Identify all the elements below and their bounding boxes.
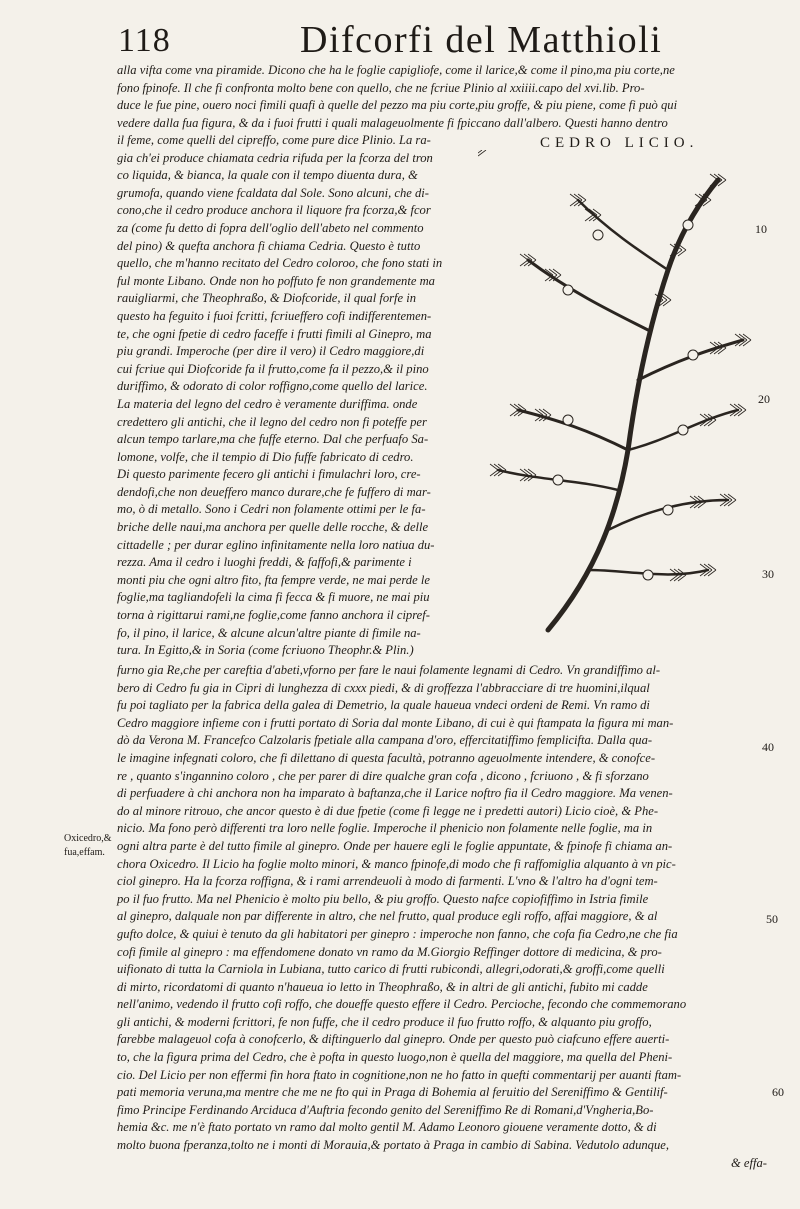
text-line: ciol ginepro. Ha la fcorza roffigna, & i rami arrendeuoli à modo di farmenti. L'vno & l'altro ha d'ogni tem- xyxy=(117,874,658,889)
narrow-column-text xyxy=(117,132,477,660)
text-line: rauigliarmi, che Theophraßo, & Diofcoride, il qual forfe in xyxy=(117,291,417,306)
head-text xyxy=(117,62,767,132)
running-title: Difcorfi del Matthioli xyxy=(300,19,663,61)
text-line: fimo Principe Ferdinando Arciduca d'Auftria fecondo genito del Sereniffimo Re di Romani,d'Vngheria,Bo- xyxy=(117,1102,654,1117)
text-line: duriffimo, & odorato di color roffigno,come quello del larice. xyxy=(117,379,428,394)
text-line: Cedro maggiore infieme con i frutti portato di Soria dal monte Libano, di cui è qui ftampata la figura mi man- xyxy=(117,715,674,730)
text-line: za (come fu detto di fopra dell'oglio dell'abeto nel commento xyxy=(117,220,424,235)
text-line: questo ha feguito i fuoi fcritti, fcriueffero cofi indifferentemen- xyxy=(117,308,432,323)
text-line: & effa- xyxy=(730,1155,767,1170)
text-line: fono fpinofe. Il che fi confronta molto bene con quello, che ne fcriue Plinio al xxiiii.capo del xvi.lib. Pro- xyxy=(117,80,645,95)
text-line: gia ch'ei produce chiamata cedria rifuda per la fcorza del tron xyxy=(117,150,433,165)
text-line: cio. Del Licio per non effermi fin hora ftato in cognitione,non ne ho fatto in quefti commentarij per auanti ftam- xyxy=(117,1067,682,1082)
figure-caption: CEDRO LICIO. xyxy=(540,135,699,151)
text-line: dendofi,che non deueffero manco durare,che fe fuffero di mar- xyxy=(117,484,431,499)
text-line: grumofa, quando viene fcaldata dal Sole. Sono alcuni, che di- xyxy=(117,185,429,200)
text-line: pati memoria veruna,ma mentre che me ne fto qui in Praga di Bohemia al feruitio del Sereniffimo & Gentilif- xyxy=(117,1085,668,1100)
text-line: La materia del legno del cedro è veramente duriffima. onde xyxy=(117,396,418,411)
text-line: dò da Verona M. Francefco Calzolaris fpetiale alla campana d'oro, effercitatiffimo femplicifta. Dalla qua- xyxy=(117,733,653,748)
text-line: di mirto, ricordatomi di quanto n'haueua io letto in Theophraßo, & in altri de gli antichi, fubito mi cadde xyxy=(117,979,648,994)
text-line: le imagine infegnati coloro, che fi dilettano di questa facultà, potranno ageuolmente intendere, & conofce- xyxy=(117,750,656,765)
text-line: torna à rigittarui rami,ne foglie,come fanno anchora il cipref- xyxy=(117,608,430,623)
text-line: quello, che m'hanno recitato del Cedro coloroo, che fono stati in xyxy=(117,256,443,271)
text-line: al ginepro, dalquale non par differente in altro, che nel frutto, qual produce egli roffo, affai maggiore, & al xyxy=(117,909,658,924)
text-line: foglie,ma tagliandofeli la cima fi fecca & fi muore, ne mai piu xyxy=(117,590,430,605)
margin-line-number: 50 xyxy=(766,912,778,926)
text-line: gli antichi, & moderni fcrittori, fe non fuffe, che il cedro produce il fuo frutto roffo, & alquanto piu groffo, xyxy=(117,1014,652,1029)
text-line: ogni altra parte è del tutto fimile al ginepro. Onde per hauere egli le foglie appuntate, & fpinofe fi chiama an- xyxy=(117,838,673,853)
text-line: piu grandi. Imperoche (per dire il vero) il Cedro maggiore,di xyxy=(117,344,425,359)
text-line: ful monte Libano. Onde non ho poffuto fe non grandemente ma xyxy=(117,273,435,288)
text-line: po il fuo frutto. Ma nel Phenicio è molto piu bello, & piu groffo. Questo nafce copiofiffimo in Istria fimile xyxy=(117,891,649,906)
text-line: vedere dalla fua figura, & da i fuoi frutti i quali malageuolmente fi fpiccano dall'albero. Questi hanno dentro xyxy=(117,115,668,130)
text-line: monti piu che ogni altro fito, fta fempre verde, ne mai perde le xyxy=(117,572,430,587)
text-line: hemia &c. me n'è ftato portato vn ramo dal molto gentil M. Adamo Leonoro giouene veramente dotto, & di xyxy=(117,1120,657,1135)
cedar-branch-illustration xyxy=(478,150,758,650)
text-line: alcun tempo tarlare,ma che fuffe eterno. Dal che perfuafo Sa- xyxy=(117,432,429,447)
text-line: fu poi tagliato per la fabrica della galea di Demetrio, la quale haueua vndeci ordeni de Remi. Vn ramo di xyxy=(117,698,650,713)
marginal-note-line: fua,effam. xyxy=(64,847,105,858)
text-line: di perfuadere à chi anchora non ha imparato à baftanza,che il Larice noftro fia il Cedro maggiore. Ma venen- xyxy=(117,786,673,801)
page-number: 118 xyxy=(118,22,171,59)
text-line: cono,che il cedro produce anchora il liquore fra fcorza,& fcor xyxy=(117,203,431,218)
text-line: te, che ogni fpetie di cedro faceffe i frutti fimili al Ginepro, ma xyxy=(117,326,432,341)
text-line: duce le fue pine, ouero noci fimili quafi à quelle del pezzo ma piu corte,piu groffe, & piu piene, come fi può qui xyxy=(117,98,678,113)
full-width-text xyxy=(117,662,767,1172)
text-line: co liquida, & bianca, la quale con il tempo diuenta dura, & xyxy=(117,168,418,183)
margin-line-number: 20 xyxy=(758,392,770,406)
text-line: uifionato di tutta la Carniola in Lubiana, tutto carico di frutti rubicondi, allegri,odorati,& groffi,come quelli xyxy=(117,962,665,977)
text-line: Di questo parimente fecero gli antichi i fimulachri loro, cre- xyxy=(117,467,421,482)
margin-line-number: 40 xyxy=(762,740,774,754)
text-line: molto buona fperanza,tolto ne i monti di Morauia,& portato à Praga in cambio di Sabina. Vedutolo adunque, xyxy=(117,1138,670,1153)
marginal-note xyxy=(64,832,112,860)
margin-line-number: 30 xyxy=(762,567,774,581)
margin-line-number: 10 xyxy=(755,222,767,236)
text-line: gufto dolce, & quiui è tenuto da gli habitatori per ginepro : imperoche non fanno, che cofa fia Cedro,ne che fia xyxy=(117,926,678,941)
text-line: nell'animo, vedendo il frutto cofi roffo, che doueffe questo effere il Cedro. Percioche, fecondo che commemorano xyxy=(117,997,687,1012)
text-line: re , quanto s'ingannino coloro , che per parer di dire qualche gran cofa , dicono , fcriuono , & fi sforzano xyxy=(117,768,649,783)
text-line: rezza. Ama il cedro i luoghi freddi, & faffofi,& parimente i xyxy=(117,555,412,570)
text-line: alla vifta come vna piramide. Dicono che ha le foglie capigliofe, come il larice,& come il pino,ma piu corte,ne xyxy=(117,63,675,77)
text-line: tura. In Egitto,& in Soria (come fcriuono Theophr.& Plin.) xyxy=(117,643,414,658)
text-line: furno gia Re,che per careftia d'abeti,vforno per fare le naui folamente legnami di Cedro. Vn grandiffimo al- xyxy=(117,663,661,677)
text-line: credettero gli antichi, che il legno del cedro non fi poteffe per xyxy=(117,414,427,429)
text-line: mo, ò di metallo. Sono i Cedri non folamente ottimi per le fa- xyxy=(117,502,426,517)
text-line: cui fcriue qui Diofcoride fa il frutto,come fa il pezzo,& il pino xyxy=(117,361,429,376)
text-line: to, che la figura prima del Cedro, che è pofta in questo luogo,non è quella del maggiore, ma quella del Pheni- xyxy=(117,1050,673,1065)
text-line: briche delle naui,ma anchora per quelle delle rocche, & delle xyxy=(117,520,429,535)
text-line: bero di Cedro fu gia in Cipri di lunghezza di cxxx piedi, & di groffezza l'abbracciare di tre huomini,ilqual xyxy=(117,680,650,695)
text-line: il feme, come quelli del cipreffo, come pure dice Plinio. La ra- xyxy=(117,133,431,147)
marginal-note-line: Oxicedro,& xyxy=(64,833,112,844)
text-line: lomone, volfe, che il tempio di Dio fuffe fabricato di cedro. xyxy=(117,449,414,464)
text-line: fo, il pino, il larice, & alcune alcun'altre piante di fimile na- xyxy=(117,625,421,640)
text-line: cittadelle ; per durar eglino infinitamente nella loro natiua du- xyxy=(117,537,435,552)
text-line: farebbe malageuol cofa à conofcerlo, & diftinguerlo dal ginepro. Onde per questo può ciafcuno effere auerti- xyxy=(117,1032,670,1047)
text-line: do al minore ritrouo, che ancor questo è di due fpetie (come fi legge ne i predetti autori) Licio cioè, & Phe- xyxy=(117,803,659,818)
margin-line-number: 60 xyxy=(772,1085,784,1099)
text-line: chora Oxicedro. Il Licio ha foglie molto minori, & manco fpinofe,di modo che fi raffomiglia alquanto à vn pic- xyxy=(117,856,676,871)
text-line: nicio. Ma fono però differenti tra loro nelle foglie. Imperoche il phenicio non folamente nelle foglie, ma in xyxy=(117,821,653,836)
text-line: cofi fimile al ginepro : ma effendomene donato vn ramo da M.Giorgio Reffinger dottore di medicina, & pro- xyxy=(117,944,662,959)
text-line: del pino) & quefta anchora fi chiama Cedria. Questo è tutto xyxy=(117,238,421,253)
